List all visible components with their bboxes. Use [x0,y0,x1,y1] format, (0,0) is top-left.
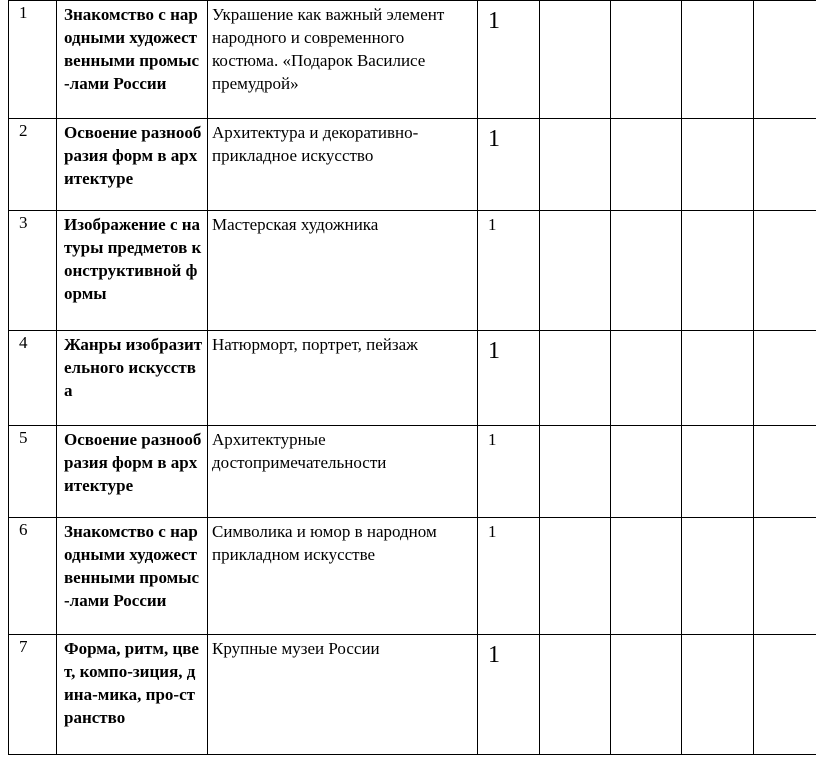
hours-cell: 1 [478,635,540,755]
empty-cell [682,119,754,211]
empty-cell [611,119,682,211]
empty-cell [611,211,682,331]
lesson-cell: Украшение как важный элемент народного и современного костюма. «Подарок Василисе премудрой» [208,1,478,119]
table-row [9,518,816,635]
row-number: 7 [9,635,57,755]
hours-cell: 1 [478,119,540,211]
table-row [9,635,816,755]
lesson-cell: Мастерская художника [208,211,478,331]
hours-cell: 1 [478,211,540,331]
empty-cell [682,331,754,426]
empty-cell [682,635,754,755]
table-row [9,119,816,211]
lesson-cell: Символика и юмор в народном прикладном искусстве [208,518,478,635]
empty-cell [540,119,611,211]
hours-cell: 1 [478,331,540,426]
lesson-plan-table [8,0,816,755]
row-number: 3 [9,211,57,331]
topic-cell: Знакомство с народными художественными промыс-лами России [57,518,208,635]
empty-cell [754,426,816,518]
empty-cell [540,1,611,119]
empty-cell [754,518,816,635]
empty-cell [754,1,816,119]
empty-cell [682,426,754,518]
empty-cell [682,518,754,635]
empty-cell [754,119,816,211]
topic-cell: Форма, ритм, цвет, компо-зиция, дина-мика, про-странство [57,635,208,755]
topic-cell: Знакомство с народными художественными промыс-лами России [57,1,208,119]
table-row [9,1,816,119]
row-number: 5 [9,426,57,518]
empty-cell [682,1,754,119]
empty-cell [540,635,611,755]
empty-cell [754,211,816,331]
table-row [9,211,816,331]
empty-cell [611,1,682,119]
row-number: 2 [9,119,57,211]
topic-cell: Изображение с натуры предметов конструктивной формы [57,211,208,331]
lesson-cell: Натюрморт, портрет, пейзаж [208,331,478,426]
empty-cell [682,211,754,331]
empty-cell [754,635,816,755]
empty-cell [611,635,682,755]
empty-cell [611,426,682,518]
empty-cell [540,331,611,426]
empty-cell [540,211,611,331]
topic-cell: Освоение разнообразия форм в архитектуре [57,426,208,518]
row-number: 1 [9,1,57,119]
table-row [9,331,816,426]
hours-cell: 1 [478,1,540,119]
lesson-cell: Архитектура и декоративно-прикладное искусство [208,119,478,211]
table-row [9,426,816,518]
row-number: 6 [9,518,57,635]
topic-cell: Освоение разнообразия форм в архитектуре [57,119,208,211]
hours-cell: 1 [478,426,540,518]
empty-cell [540,426,611,518]
empty-cell [754,331,816,426]
lesson-cell: Крупные музеи России [208,635,478,755]
empty-cell [611,518,682,635]
empty-cell [611,331,682,426]
row-number: 4 [9,331,57,426]
empty-cell [540,518,611,635]
topic-cell: Жанры изобразительного искусства [57,331,208,426]
lesson-cell: Архитектурные достопримечательности [208,426,478,518]
hours-cell: 1 [478,518,540,635]
